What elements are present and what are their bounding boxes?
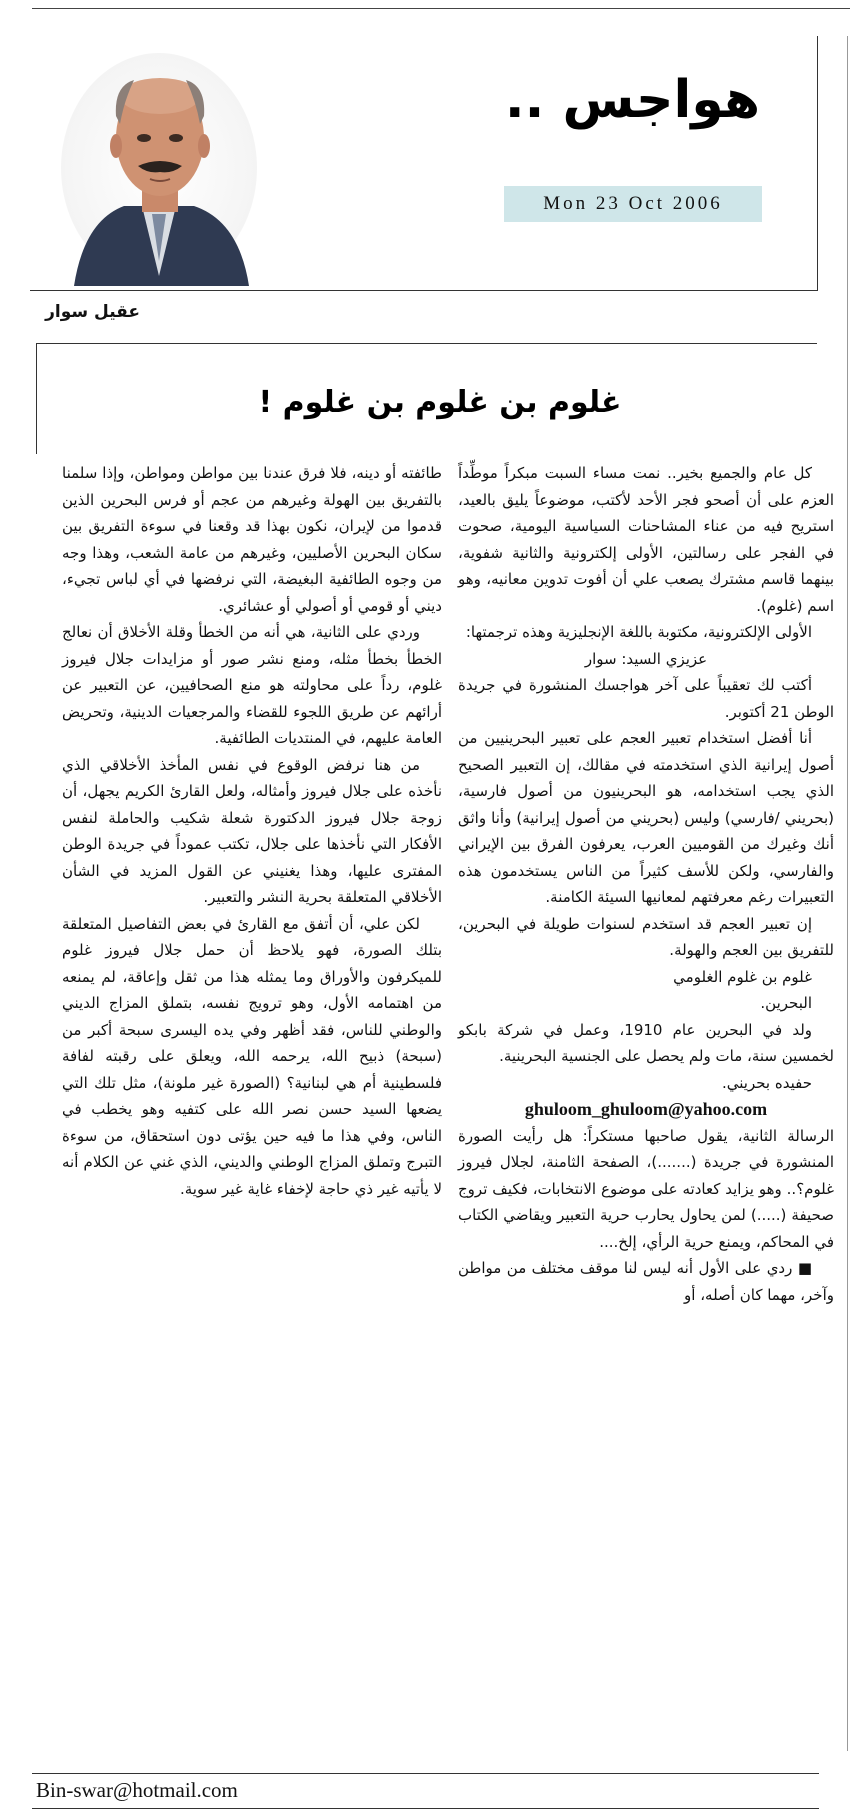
paragraph: أنا أفضل استخدام تعبير العجم على تعبير البحرينيين من أصول إيرانية الذي استخدمته في مقالك، إن التعبير الصحيح الذي يجب استخدامه، هو البحرينيون من أصول فارسية، (بحريني /فارسي) وليس (بحريني من أصول إيرانية) وأنا واثق أنك وغيرك من القوميين العرب، يعرفون الفرق بين الإيراني والفارسي، ولكن للأسف كثيراً من الناس يستخدمون هذه التعبيرات رغم معرفتهم لمعانيها السيئة الكامنة.	[458, 729, 834, 906]
article-column-right	[458, 460, 834, 1308]
paragraph: أكتب لك تعقيباً على آخر هواجسك المنشورة في جريدة الوطن 21 أكتوبر.	[458, 676, 834, 721]
publication-date: Mon 23 Oct 2006	[504, 186, 762, 222]
sender-email: ghuloom_ghuloom@yahoo.com	[524, 1099, 768, 1119]
paragraph: ولد في البحرين عام 1910، وعمل في شركة بابكو لخمسين سنة، مات ولم يحصل على الجنسية البحرينية.	[458, 1020, 834, 1065]
paragraph: لكن علي، أن أتفق مع القارئ في بعض التفاصيل المتعلقة بتلك الصورة، فهو يلاحظ أن حمل جلال فيروز غلوم للميكرفون والأوراق وما يمثله هذا من ثقل وإعاقة، لم يمنعه من اهتمامه الأول، وهو ترويج نفسه، بتملق المزاج الديني والوطني للناس، فقد أظهر وفي يده اليسرى سبحة أكبر من (سبحة) ذبيح الله، يرحمه الله، ويعلق على رقبته لفافة فلسطينية أم هي لبنانية؟ (الصورة غير ملونة)، مثل تلك التي يضعها السيد حسن نصر الله على كتفيه وهو يخطب في الناس، وفي هذا ما فيه حين يؤتى دون استحقاق، من سوءة التبرج وتملق المزاج الوطني والديني، الذي غني عن الكلام أنه لا يأتيه غير ذي حاجة لإخفاء غاية غير سوية.	[62, 914, 442, 1198]
paragraph: كل عام والجميع بخير.. نمت مساء السبت مبكراً موطِّداً العزم على أن أصحو فجر الأحد لأكتب، موضوعاً يليق بالعيد، استريح فيه من عناء المشاحنات السياسية اليومية، صحوت في الفجر على رسالتين، الأولى إلكترونية والثانية شفوية، بينهما قاسم مشترك يصعب علي أن أفوت تدوين معانيه، وهو اسم (غلوم).	[458, 464, 834, 615]
article-column-left	[62, 460, 442, 1202]
top-rule	[32, 8, 850, 9]
column-title: هواجس ..	[504, 70, 760, 130]
paragraph: من هنا نرفض الوقوع في نفس المأخذ الأخلاقي الذي نأخذه على جلال فيروز وأمثاله، ولعل القارئ الكريم يجهل، أن زوجة جلال فيروز الدكتورة شعلة شكيب والحاملة لنفس الأفكار التي نأخذها على جلال، تكتب عموداً في جريدة الوطن المفترى عليها، وهذا يغنيني عن القول المزيد في الشأن الأخلاقي المتعلقة بحرية النشر والتعبير.	[62, 755, 442, 906]
article-headline: غلوم بن غلوم بن غلوم !	[258, 385, 622, 420]
letter-signature: غلوم بن غلوم الغلومي	[673, 967, 812, 986]
letter-signoff: حفيده بحريني.	[722, 1073, 812, 1092]
paragraph: وردي على الثانية، هي أنه من الخطأ وقلة الأخلاق أن نعالج الخطأ بخطأ مثله، ومنع نشر صور أو مزايدات جلال فيروز غلوم، رداً على محاولته هو منع الصحافيين، عن التعبير عن أرائهم عن طريق اللجوء للقضاء والمرجعيات الدينية، وتحريض العامة عليهم، في المنتديات الطائفية.	[62, 623, 442, 747]
letter-salutation: عزيزي السيد: سوار	[584, 649, 708, 668]
author-name: عقيل سوار	[45, 302, 140, 322]
paragraph: الرسالة الثانية، يقول صاحبها مستكراً: هل رأيت الصورة المنشورة في جريدة (.......)، الصفحة الثامنة، لجلال فيروز غلوم؟.. وهو يزايد كعادته على موضوع الانتخابات، فكيف تروج صحيفة (.....) لمن يحاول يحارب حرية التعبير ويقاضي الكتاب في المحاكم، ويمنع حرية الرأي، إلخ....	[458, 1126, 834, 1251]
paragraph: إن تعبير العجم قد استخدم لسنوات طويلة في البحرين، للتفريق بين العجم والهولة.	[458, 914, 834, 959]
footer-rule-top	[32, 1773, 819, 1774]
author-portrait-icon	[54, 46, 260, 286]
footer-rule-bottom	[32, 1808, 819, 1809]
author-email: Bin-swar@hotmail.com	[36, 1778, 238, 1802]
right-border	[847, 36, 848, 1751]
paragraph: طائفته أو دينه، فلا فرق عندنا بين مواطن ومواطن، وإذا سلمنا بالتفريق بين الهولة وغيرهم من عجم أو فرس البحرين الذين قدموا من لإيران، نكون بهذا قد وقعنا في سوءة التفريق بين سكان البحرين الأصليين، وغيرهم من عامة الشعب، وهذا وجه من وجوه الطائفية البغيضة، التي نرفضها في أي لباس تجيء، ديني أو قومي أو أصولي أو عشائري.	[62, 464, 442, 615]
paragraph: ■ ردي على الأول أنه ليس لنا موقف مختلف من مواطن وآخر، مهما كان أصله، أو	[458, 1259, 834, 1304]
letter-signature-place: البحرين.	[760, 994, 812, 1012]
paragraph: الأولى الإلكترونية، مكتوبة باللغة الإنجليزية وهذه ترجمتها:	[465, 623, 812, 641]
